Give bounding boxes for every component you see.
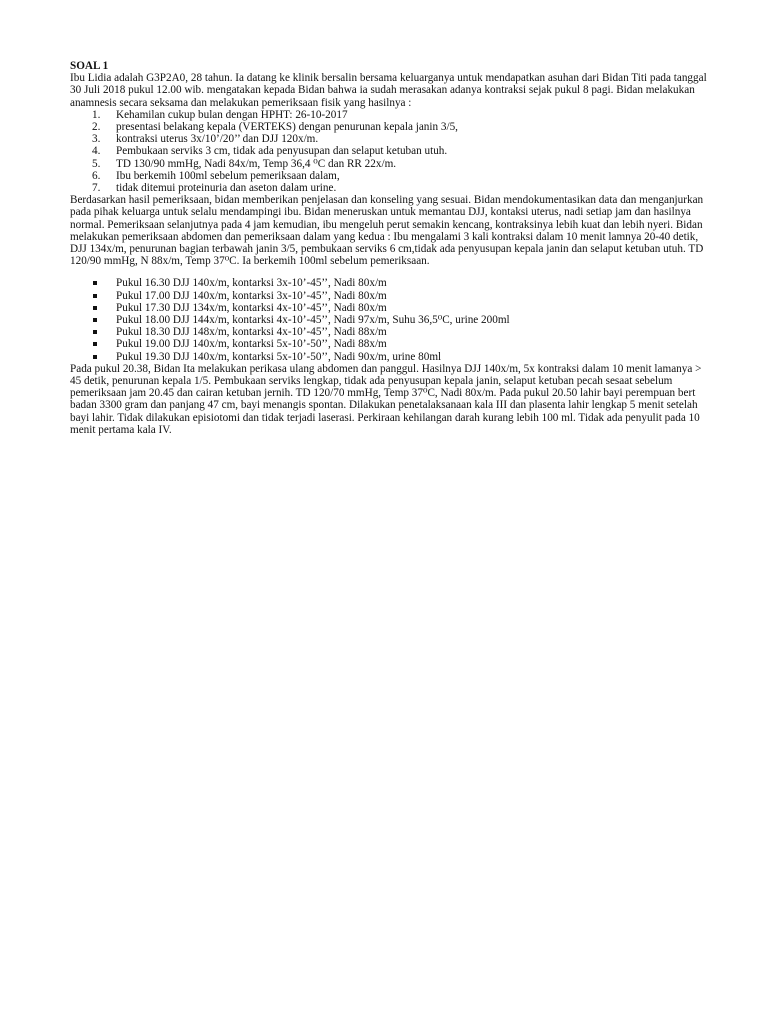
document-title: SOAL 1 (70, 60, 109, 72)
findings-number: 4. (92, 145, 101, 158)
findings-text: Ibu berkemih 100ml sebelum pemeriksaan dalam, (116, 169, 340, 182)
square-bullet-icon (93, 281, 97, 285)
monitoring-text: Pukul 18.30 DJJ 148x/m, kontarksi 4x-10’-45’’, Nadi 88x/m (116, 326, 387, 339)
square-bullet-icon (93, 342, 97, 346)
findings-text: kontraksi uterus 3x/10’/20’’ dan DJJ 120x/m. (116, 133, 319, 146)
findings-number: 1. (92, 108, 101, 121)
findings-item (70, 121, 710, 133)
findings-text: Kehamilan cukup bulan dengan HPHT: 26-10-2017 (116, 108, 348, 121)
findings-number: 7. (92, 182, 101, 195)
monitoring-item (70, 326, 710, 338)
square-bullet-icon (93, 318, 97, 322)
monitoring-text: Pukul 16.30 DJJ 140x/m, kontarksi 3x-10’-45’’, Nadi 80x/m (116, 277, 387, 290)
monitoring-item (70, 338, 710, 350)
findings-text: Pembukaan serviks 3 cm, tidak ada penyusupan dan selaput ketuban utuh. (116, 145, 448, 158)
findings-item (70, 133, 710, 145)
findings-item (70, 145, 710, 157)
monitoring-text: Pukul 17.00 DJJ 140x/m, kontarksi 3x-10’-45’’, Nadi 80x/m (116, 289, 387, 302)
findings-text: tidak ditemui proteinuria dan aseton dalam urine. (116, 182, 337, 195)
monitoring-item (70, 314, 710, 326)
document-page (70, 60, 710, 436)
closing-paragraph: Pada pukul 20.38, Bidan Ita melakukan perikasa ulang abdomen dan panggul. Hasilnya DJJ 140x/m, 5x kontraksi dalam 10 menit lamanya > 45 detik, penurunan kepala 1/5. Pembukaan serviks lengkap, tidak ada penyusupan kepala janin, selaput ketuban pecah sesaat sebelum pemeriksaan jam 20.45 dan cairan ketuban jernih. TD 120/70 mmHg, Temp 37⁰C, Nadi 80x/m. Pada pukul 20.50 lahir bayi perempuan bert badan 3300 gram dan panjang 47 cm, bayi menangis spontan. Dilakukan penetalaksanaan kala III dan plasenta lahir lengkap 5 menit setelah bayi lahir. Tidak dilakukan episiotomi dan tidak terjadi laserasi. Perkiraan kehilangan darah kurang lebih 100 ml. Tidak ada penyulit pada 10 menit pertama kala IV. (70, 362, 702, 436)
findings-list (70, 109, 710, 194)
findings-number: 2. (92, 121, 101, 134)
intro-paragraph: Ibu Lidia adalah G3P2A0, 28 tahun. Ia datang ke klinik bersalin bersama keluarganya untuk mendapatkan asuhan dari Bidan Titi pada tanggal 30 Juli 2018 pukul 12.00 wib. mengatakan kepada Bidan bahwa ia sudah merasakan adanya kontraksi sejak pukul 8 pagi. Bidan melakukan anamnesis secara seksama dan melakukan pemeriksaan fisik yang hasilnya : (70, 72, 707, 109)
square-bullet-icon (93, 306, 97, 310)
monitoring-item (70, 277, 710, 289)
findings-text: TD 130/90 mmHg, Nadi 84x/m, Temp 36,4 ⁰C dan RR 22x/m. (116, 157, 397, 170)
findings-text: presentasi belakang kepala (VERTEKS) dengan penurunan kepala janin 3/5, (116, 121, 458, 134)
monitoring-item (70, 302, 710, 314)
monitoring-list (70, 277, 710, 362)
monitoring-item (70, 351, 710, 363)
square-bullet-icon (93, 294, 97, 298)
findings-number: 6. (92, 169, 101, 182)
findings-item (70, 182, 710, 194)
monitoring-text: Pukul 17.30 DJJ 134x/m, kontarksi 4x-10’-45’’, Nadi 80x/m (116, 301, 387, 314)
square-bullet-icon (93, 330, 97, 334)
monitoring-text: Pukul 19.30 DJJ 140x/m, kontarksi 5x-10’-50’’, Nadi 90x/m, urine 80ml (116, 350, 442, 363)
findings-number: 5. (92, 157, 101, 170)
findings-item (70, 109, 710, 121)
findings-item (70, 158, 710, 170)
findings-number: 3. (92, 133, 101, 146)
findings-item (70, 170, 710, 182)
monitoring-text: Pukul 19.00 DJJ 140x/m, kontarksi 5x-10’-50’’, Nadi 88x/m (116, 338, 387, 351)
monitoring-item (70, 290, 710, 302)
monitoring-text: Pukul 18.00 DJJ 144x/m, kontarksi 4x-10’-45’’, Nadi 97x/m, Suhu 36,5⁰C, urine 200ml (116, 314, 510, 327)
examination-paragraph: Berdasarkan hasil pemeriksaan, bidan memberikan penjelasan dan konseling yang sesuai. Bidan mendokumentasikan data dan menganjurkan pada pihak keluarga untuk selalu mendampingi ibu. Bidan meneruskan untuk memantau DJJ, kontaksi uterus, nadi setiap jam dan hasilnya normal. Pemeriksaan selanjutnya pada 4 jam kemudian, ibu mengeluh perut semakin kencang, kontraksinya lebih kuat dan lebih nyeri. Bidan melakukan pemeriksaan abdomen dan pemeriksaan dalam yang kedua : Ibu mengalami 3 kali kontraksi dalam 10 menit lamnya 20-40 detik, DJJ 134x/m, penurunan bagian terbawah janin 3/5, pembukaan serviks 6 cm,tidak ada penyusupan kepala janin dan selaput ketuban utuh. TD 120/90 mmHg, N 88x/m, Temp 37⁰C. Ia berkemih 100ml sebelum pemeriksaan. (70, 194, 704, 268)
square-bullet-icon (93, 355, 97, 359)
